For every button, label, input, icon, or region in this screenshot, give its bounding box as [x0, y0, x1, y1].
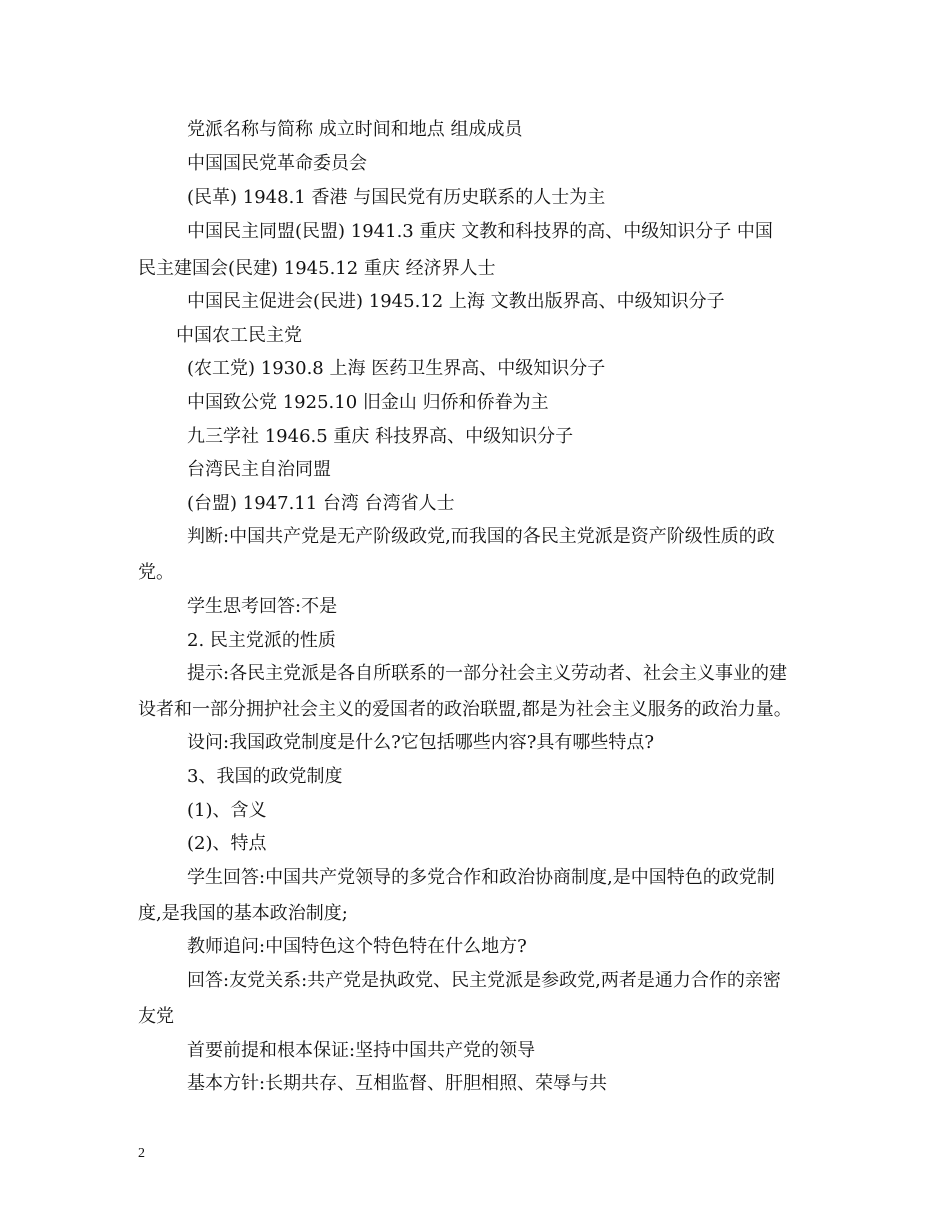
text-line: 九三学社 1946.5 重庆 科技界高、中级知识分子	[187, 426, 574, 447]
text-line: 党派名称与简称 成立时间和地点 组成成员	[187, 119, 523, 140]
text-line: 台湾民主自治同盟	[187, 459, 331, 480]
text-line: (农工党) 1930.8 上海 医药卫生界高、中级知识分子	[187, 358, 606, 379]
text-line: 设问:我国政党制度是什么?它包括哪些内容?具有哪些特点?	[187, 732, 655, 753]
text-line: 度,是我国的基本政治制度;	[138, 903, 348, 924]
text-line: 提示:各民主党派是各自所联系的一部分社会主义劳动者、社会主义事业的建	[187, 663, 788, 684]
text-line: 教师追问:中国特色这个特色特在什么地方?	[187, 936, 527, 957]
text-line: 基本方针:长期共存、互相监督、肝胆相照、荣辱与共	[187, 1073, 608, 1094]
text-line: (民革) 1948.1 香港 与国民党有历史联系的人士为主	[187, 187, 606, 208]
text-line: (台盟) 1947.11 台湾 台湾省人士	[187, 493, 455, 514]
text-line: 中国农工民主党	[176, 325, 302, 346]
text-line: (1)、含义	[187, 800, 267, 821]
text-line: 中国民主同盟(民盟) 1941.3 重庆 文教和科技界的高、中级知识分子 中国	[187, 221, 773, 242]
text-line: 2. 民主党派的性质	[187, 630, 336, 651]
text-line: (2)、特点	[187, 833, 267, 854]
text-line: 中国致公党 1925.10 旧金山 归侨和侨眷为主	[187, 392, 549, 413]
text-line: 中国国民党革命委员会	[187, 153, 367, 174]
text-line: 首要前提和根本保证:坚持中国共产党的领导	[187, 1040, 536, 1061]
text-line: 回答:友党关系:共产党是执政党、民主党派是参政党,两者是通力合作的亲密	[187, 970, 781, 991]
text-line: 党。	[138, 562, 174, 583]
text-line: 3、我国的政党制度	[187, 766, 343, 787]
text-line: 中国民主促进会(民进) 1945.12 上海 文教出版界高、中级知识分子	[187, 291, 725, 312]
text-line: 设者和一部分拥护社会主义的爱国者的政治联盟,都是为社会主义服务的政治力量。	[138, 699, 792, 720]
page-number: 2	[138, 1146, 145, 1161]
text-line: 学生思考回答:不是	[187, 596, 338, 617]
text-line: 友党	[138, 1006, 174, 1027]
text-line: 民主建国会(民建) 1945.12 重庆 经济界人士	[138, 258, 496, 279]
text-line: 判断:中国共产党是无产阶级政党,而我国的各民主党派是资产阶级性质的政	[187, 526, 775, 547]
text-line: 学生回答:中国共产党领导的多党合作和政治协商制度,是中国特色的政党制	[187, 867, 775, 888]
